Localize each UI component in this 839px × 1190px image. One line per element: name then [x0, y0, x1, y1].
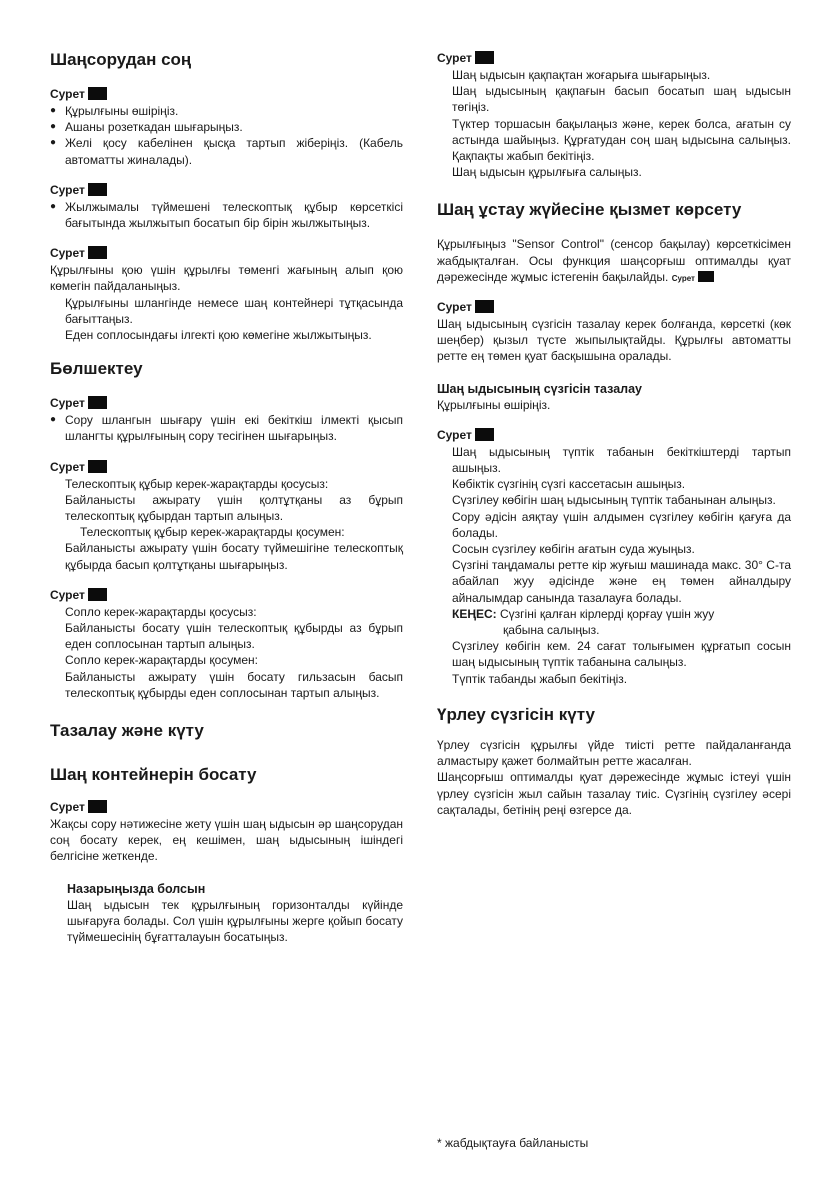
paragraph: Сопло керек-жарақтарды қосумен: [65, 653, 259, 668]
list-item: ● Ашаны розеткадан шығарыңыз. [50, 119, 403, 135]
step: Шаң ыдысының түптік табанын бекіткіштерді тартып ашыңыз. [452, 444, 791, 476]
figure-number-box [88, 246, 107, 259]
figure-number-box [88, 588, 107, 601]
list-item: ● Құрылғыны өшіріңіз. [50, 103, 403, 119]
paragraph: Сопло керек-жарақтарды қосусыз: [65, 604, 257, 619]
section-title-after-use: Шаңсорудан соң [50, 50, 192, 69]
figure-label: Сурет [437, 50, 791, 67]
paragraph: Құрылғыны шлангінде немесе шаң контейнері тұтқасында бағыттаңыз. [65, 295, 403, 326]
paragraph: Шаң ыдысын қақпақтан жоғарыға шығарыңыз. [452, 68, 711, 82]
paragraph: Үрлеу сүзгісін құрылғы үйде тиісті ретте пайдаланғанда алмастыру қажет болмайтын ретте жасалған. [437, 737, 791, 769]
figure-label: Сурет [437, 299, 791, 316]
step: Сүзгілеу көбігін кем. 24 сағат толығымен құрғатып сосын шаң ыдысының түптік табанына салыңыз. [452, 639, 791, 670]
tip: КЕҢЕС: Сүзгіні қалған кірлерді қорғау үшін жуу [452, 606, 715, 621]
note-title: Назарыңызда болсын [67, 881, 206, 896]
paragraph: Шаң ыдысының сүзгісін тазалау керек болғанда, көрсеткі (көк шеңбер) қызыл түсте жыпылықтайды. Құрылғы автоматты ретте ең төмен қуат басқышына оралады. [437, 317, 791, 364]
list-item: ● Желі қосу кабелінен қысқа тартып жіберіңіз. (Кабель автоматты жиналады). [50, 135, 403, 167]
paragraph: Шаң ыдысын құрылғыға салыңыз. [452, 165, 642, 180]
paragraph: Шаңсорғыш оптималды қуат дәрежесінде жұмыс істеуі үшін үрлеу сүзгісін жыл сайын тазалау тиіс. Сүзгінің сүзгілеу әсері сақталады, бетінің реңі өзгерсе да. [437, 770, 791, 817]
step: Көбіктік сүзгінің сүзгі кассетасын ашыңыз. [452, 477, 686, 492]
figure-number-box [88, 396, 107, 409]
section-title-service: Шаң ұстау жүйесіне қызмет көрсету [437, 200, 742, 220]
footnote: * жабдықтауға байланысты [437, 1136, 589, 1150]
figure-label: Сурет [50, 182, 403, 199]
tip-continuation: қабына салыңыз. [503, 623, 600, 638]
paragraph: Құрылғыны қою үшін құрылғы төменгі жағының алып қою көмегін пайдаланыңыз. [50, 263, 403, 294]
section-title-disassembly: Бөлшектеу [50, 359, 143, 379]
paragraph: Түктер торшасын бақылаңыз және, керек болса, ағатын су астында шайыңыз. Құрғатудан соң шаң ыдысына салыңыз. Қақпақты жабып бекітіңіз. [452, 116, 791, 164]
paragraph: Байланысты ажырату үшін босату түймешігіне телескоптық құбырда басып қолтұтқаны шығарыңыз. [65, 541, 403, 572]
section-title-care: Тазалау және күту [50, 721, 204, 741]
step: Түптік табанды жабып бекітіңіз. [452, 671, 628, 686]
paragraph: Жақсы сору нәтижесіне жету үшін шаң ыдысын әр шаңсорудан соң босату керек, ең кешімен, шаң ыдысының ішіндегі белгісіне жеткенде. [50, 817, 403, 864]
figure-label: Сурет [50, 395, 403, 412]
step: Сосын сүзгілеу көбігін ағатын суда жуыңыз. [452, 542, 695, 557]
section-title-empty-container: Шаң контейнерін босату [50, 765, 257, 785]
attention-note [50, 881, 403, 946]
bullet-list [50, 103, 403, 168]
step: Сүзгілеу көбігін шаң ыдысының түптік табанынан алыңыз. [452, 493, 776, 508]
tip-label: КЕҢЕС: [452, 606, 497, 621]
figure-number-box [475, 428, 494, 441]
step: Сору әдісін аяқтау үшін алдымен сүзгілеу көбігін қағуға да болады. [452, 509, 791, 540]
paragraph: Байланысты ажырату үшін қолтұтқаны аз бұрып телескоптық құбырдан тартып алыңыз. [65, 492, 403, 524]
figure-label-inline: Сурет [671, 273, 695, 283]
figure-number-box [88, 800, 107, 813]
figure-number-box [698, 271, 714, 282]
note-text: Шаң ыдысын тек құрылғының горизонталды күйінде шығаруға болады. Сол үшін құрылғыны жерге қойып босату түймешесінің бұғатталауын босатыңыз. [67, 897, 403, 945]
figure-number-box [475, 300, 494, 313]
figure-number-box [88, 87, 107, 100]
list-item: ● Сору шлангын шығару үшін екі бекіткіш ілмекті қысып шлангты құрылғының сору тесігінен шығарыңыз. [50, 412, 403, 444]
paragraph: Байланысты ажырату үшін босату гильзасын басып телескоптық құбырды еден соплосынан тартып алыңыз. [65, 669, 403, 700]
left-column [50, 50, 403, 945]
figure-label: Сурет [50, 799, 403, 816]
figure-label: Сурет [50, 587, 403, 604]
figure-number-box [88, 183, 107, 196]
figure-number-box [475, 51, 494, 64]
section-title-exhaust-filter: Үрлеу сүзгісін күту [437, 704, 595, 724]
figure-label: Сурет [50, 245, 403, 262]
paragraph: Телескоптық құбыр керек-жарақтарды қосусыз: [65, 476, 329, 491]
figure-label: Сурет [50, 86, 403, 103]
figure-label: Сурет [50, 459, 403, 476]
list-item: ● Жылжымалы түймешені телескоптық құбыр көрсеткісі бағытында жылжытып босатып бір бірін жылжытыңыз. [50, 199, 403, 231]
paragraph: Байланысты босату үшін телескоптық құбырды аз бұрып еден соплосынан тартып алыңыз. [65, 621, 403, 652]
paragraph: Шаң ыдысының қақпағын басып босатып шаң ыдысын төгіңіз. [452, 84, 791, 115]
figure-number-box [88, 460, 107, 473]
figure-label: Сурет [437, 427, 791, 444]
paragraph: Телескоптық құбыр керек-жарақтарды қосумен: [80, 525, 345, 540]
step: Сүзгіні таңдамалы ретте кір жуғыш машинада макс. 30° C-та абайлап жуу әдісінде және ең төмен айналдыру айналымдар санында тазалауға болады. [452, 558, 791, 605]
paragraph: Құрылғыңыз "Sensor Control" (сенсор бақылау) көрсеткісімен жабдықталған. Осы функция шаңсорғыш оптималды қуат дәрежесінде жұмыс істегенін бақылайды. Сурет [437, 237, 791, 284]
paragraph: Еден соплосындағы ілгекті қою көмегіне жылжытыңыз. [65, 328, 372, 343]
paragraph: Құрылғыны өшіріңіз. [437, 397, 551, 412]
subsection-title-filter-cleaning: Шаң ыдысының сүзгісін тазалау [437, 381, 643, 396]
right-column [437, 50, 791, 818]
